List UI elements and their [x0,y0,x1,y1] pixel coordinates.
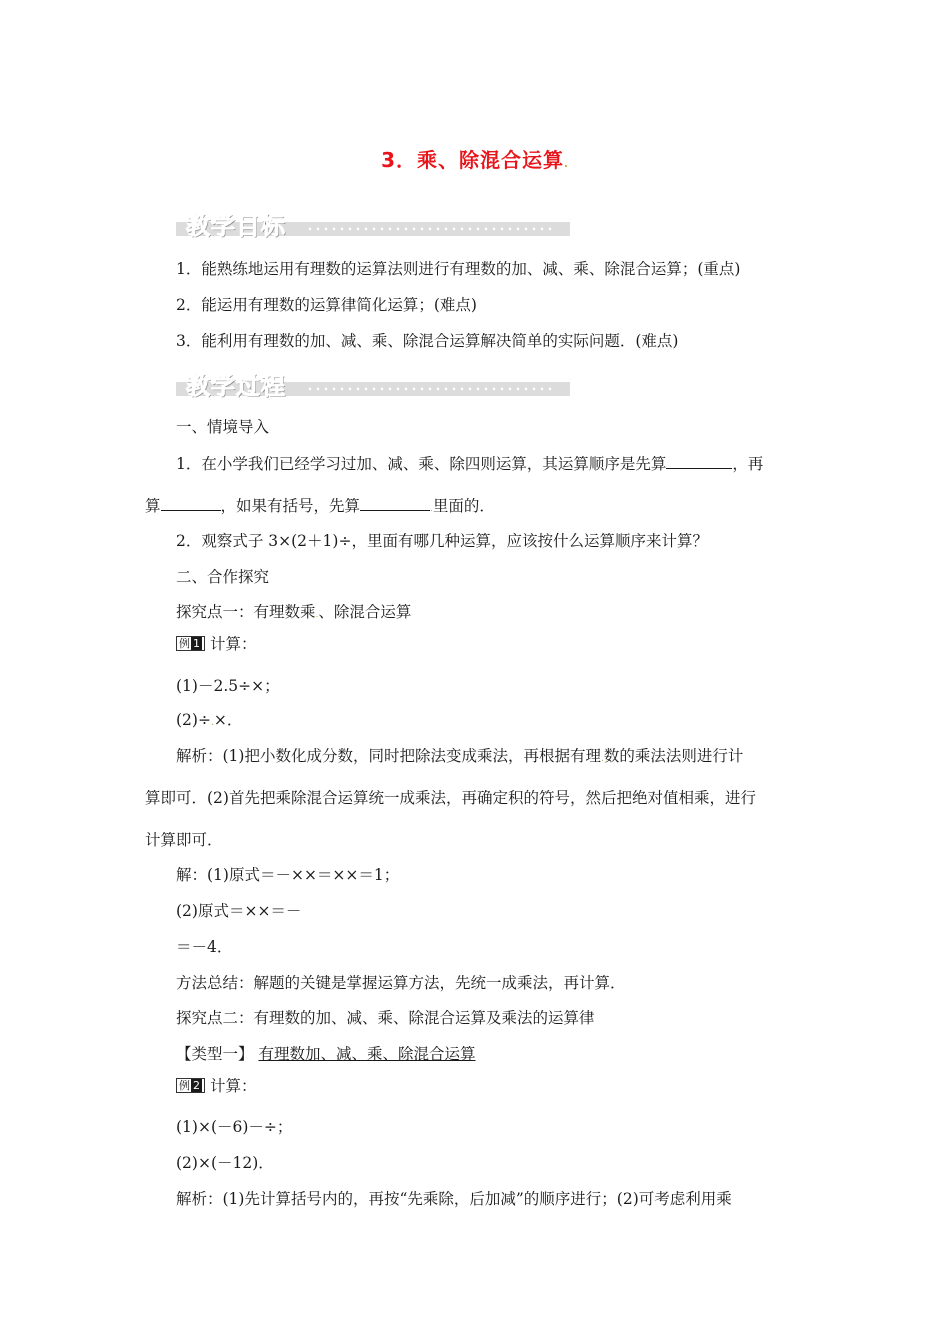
inline-mark: . [430,504,433,514]
badge-label: 例 [179,1079,190,1092]
section-banner-goals [176,206,570,240]
example-badge [176,636,205,651]
section-title-process: 教学过程 [186,372,286,400]
example-2-part-1: (1)×(－6)－÷； [176,1118,293,1136]
example-2-part-2: (2)×(－12)． [176,1154,274,1172]
example-1-header [176,634,256,654]
analysis-1-line-1 [176,746,743,769]
point1-text-b: 、除混合运算 [318,603,412,621]
solution-1-part-2: (2)原式＝××＝－ [176,902,302,920]
explore-point-2: 探究点二：有理数的加、减、乘、除混合运算及乘法的运算律 [176,1009,595,1027]
q1-text-e: 里面的． [432,497,495,515]
example-2-header [176,1076,256,1096]
example-1-part-1: (1)－2.5÷×； [176,677,280,695]
example-label: 计算： [209,635,257,653]
answer-blank [666,453,732,469]
banner-dots [306,227,556,231]
explore-point-1 [176,602,411,625]
ex1-p2-text-a: (2)÷ [176,711,211,729]
example-1-part-2 [176,710,242,733]
analysis1-text-a: 解析：(1)把小数化成分数，同时把除法变成乘法，再根据有理 [176,747,601,765]
q1-text-a: 1．在小学我们已经学习过加、减、乘、除四则运算，其运算顺序是先算 [176,455,667,473]
section-title-goals: 教学目标 [186,212,286,240]
explore-heading: 二、合作探究 [176,568,270,586]
badge-number: 1 [193,637,200,650]
example-badge [176,1078,205,1093]
inline-mark: . [600,754,604,764]
goal-item-3: 3．能利用有理数的加、减、乘、除混合运算解决简单的实际问题．(难点) [176,332,679,350]
example-label: 计算： [209,1077,257,1095]
goal-item-1: 1．能熟练地运用有理数的运算法则进行有理数的加、减、乘、除混合运算；(重点) [176,260,741,278]
q1-text-c: 算 [145,497,161,515]
answer-blank [360,495,430,511]
banner-dots [306,387,556,391]
point1-text-a: 探究点一：有理数乘 [176,603,316,621]
solution-1-part-1: 解：(1)原式＝－××＝××＝1； [176,866,400,884]
badge-number: 2 [193,1079,200,1092]
type-tag: 【类型一】 [176,1045,254,1063]
intro-question-1 [176,453,763,474]
title-mark: . [564,159,569,170]
analysis-2-line-1: 解析：(1)先计算括号内的，再按“先乘除，后加减”的顺序进行；(2)可考虑利用乘 [176,1190,732,1208]
badge-label: 例 [179,637,190,650]
intro-heading: 一、情境导入 [176,418,270,436]
inline-mark: . [210,718,214,728]
intro-question-1-cont [145,495,495,519]
analysis-1-line-2: 算即可．(2)首先把乘除混合运算统一成乘法，再确定积的符号，然后把绝对值相乘，进行 [145,789,756,807]
q1-text-b: ，再 [732,455,764,473]
answer-blank [161,495,221,511]
analysis-1-line-3: 计算即可． [145,831,223,849]
section-banner-process [176,366,570,400]
inline-mark: . [315,610,319,620]
page-title [0,144,950,173]
type-title: 有理数加、减、乘、除混合运算 [258,1045,476,1063]
analysis1-text-b: 数的乘法法则进行计 [603,747,744,765]
goal-item-2: 2．能运用有理数的运算律简化运算；(难点) [176,296,477,314]
intro-question-2: 2．观察式子 3×(2＋1)÷，里面有哪几种运算，应该按什么运算顺序来计算？ [176,532,708,550]
q1-text-d: ，如果有括号，先算 [220,497,361,515]
type-1-heading [176,1044,475,1064]
solution-1-part-2-result: ＝－4． [176,938,233,956]
method-summary-1: 方法总结：解题的关键是掌握运算方法，先统一成乘法，再计算． [176,974,626,992]
ex1-p2-text-b: ×． [213,711,243,729]
title-text: 3．乘、除混合运算 [381,148,565,172]
